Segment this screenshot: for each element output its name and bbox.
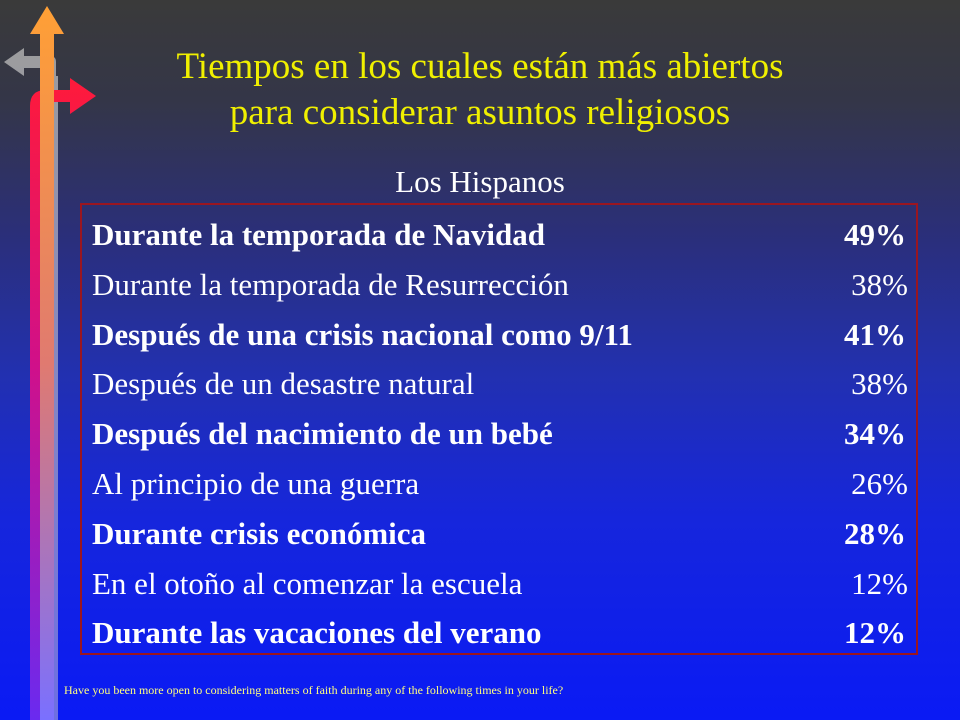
table-row (82, 358, 916, 408)
table-row (82, 458, 916, 508)
row-label: Al principio de una guerra (92, 465, 420, 501)
table-row (82, 209, 916, 259)
row-value: 26% (851, 465, 908, 501)
row-label: En el otoño al comenzar la escuela (92, 565, 523, 601)
row-value: 41% (844, 316, 906, 352)
row-label: Durante la temporada de Navidad (92, 217, 545, 252)
table-row (82, 607, 916, 657)
row-label: Después del nacimiento de un bebé (92, 416, 553, 452)
row-label: Durante la temporada de Resurrección (92, 266, 569, 302)
row-label: Después de una crisis nacional como 9/11 (92, 316, 633, 352)
results-table (80, 203, 918, 655)
table-row (82, 408, 916, 458)
survey-question-footnote: Have you been more open to considering matters of faith during any of the following times in your life? (64, 683, 564, 697)
slide-subtitle: Los Hispanos (395, 164, 565, 199)
row-label: Durante las vacaciones del verano (92, 615, 542, 651)
row-label: Durante crisis económica (92, 515, 427, 551)
row-value: 38% (851, 366, 908, 402)
title-line-1: Tiempos en los cuales están más abiertos (176, 46, 784, 87)
row-value: 38% (851, 266, 908, 302)
row-value: 12% (851, 565, 908, 601)
row-value: 12% (844, 615, 906, 651)
table-row (82, 508, 916, 558)
row-value: 49% (844, 217, 906, 252)
row-value: 34% (844, 416, 906, 452)
table-row (82, 309, 916, 359)
title-line-2: para considerar asuntos religiosos (229, 92, 731, 133)
slide-title (60, 44, 900, 136)
row-label: Después de un desastre natural (92, 366, 475, 402)
table-row (82, 558, 916, 608)
row-value: 28% (844, 515, 906, 551)
table-row (82, 259, 916, 309)
